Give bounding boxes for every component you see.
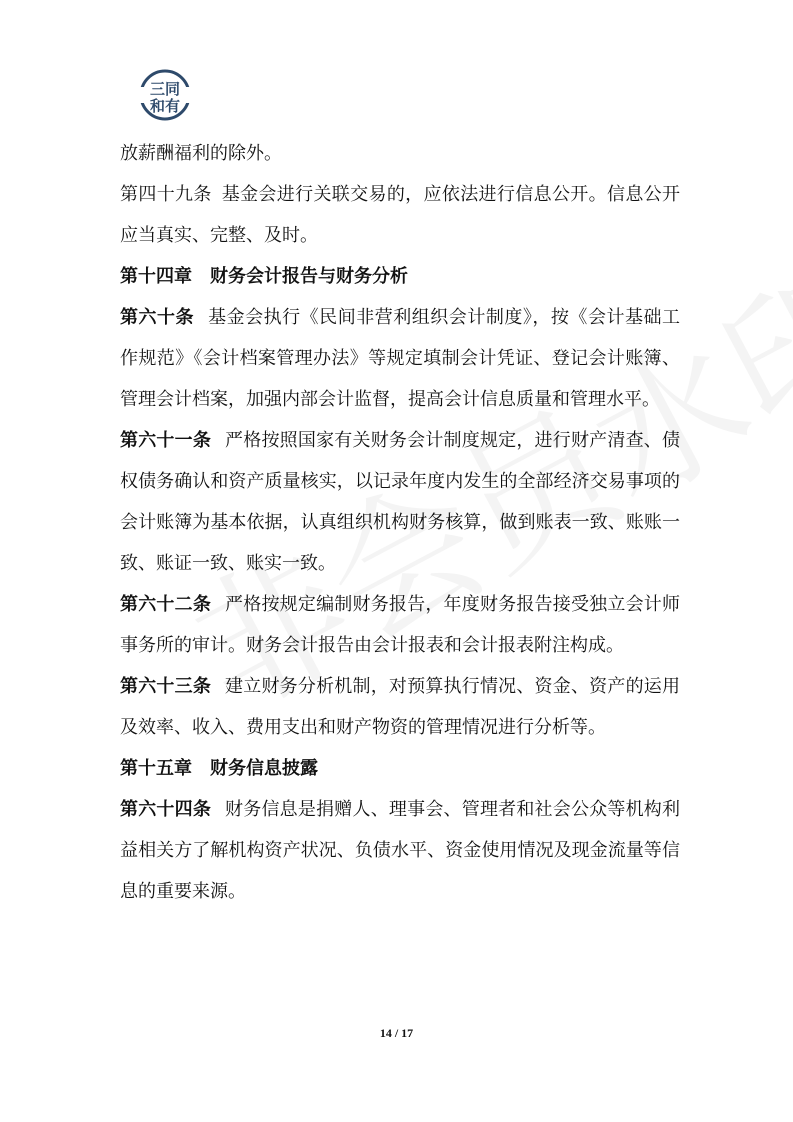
article-64 (120, 789, 680, 912)
article-61 (120, 420, 680, 584)
svg-text:和有: 和有 (149, 97, 181, 115)
article-49 (120, 174, 680, 256)
document-body (120, 133, 680, 912)
article-number: 第六十一条 (120, 430, 212, 451)
svg-text:三同: 三同 (149, 80, 181, 98)
page-number: 14 / 17 (379, 1026, 414, 1040)
logo-seal-icon (134, 69, 196, 121)
article-number: 第六十二条 (120, 594, 212, 615)
paragraph-continuation (120, 133, 680, 174)
article-text: 建立财务分析机制，对预算执行情况、资金、资产的运用及效率、收入、费用支出和财产物资的管理情况进行分析等。 (120, 676, 681, 738)
article-63 (120, 666, 680, 748)
paragraph-text: 放薪酬福利的除外。 (120, 143, 282, 164)
article-text: 严格按照国家有关财务会计制度规定，进行财产清查、债权债务确认和资产质量核实，以记录年度内发生的全部经济交易事项的会计账簿为基本依据，认真组织机构财务核算，做到账表一致、账账一致、账证一致、账实一致。 (120, 430, 681, 574)
article-text: 严格按规定编制财务报告，年度财务报告接受独立会计师事务所的审计。财务会计报告由会计报表和会计报表附注构成。 (120, 594, 681, 656)
article-text: 基金会执行《民间非营利组织会计制度》，按《会计基础工作规范》《会计档案管理办法》等规定填制会计凭证、登记会计账簿、管理会计档案，加强内部会计监督，提高会计信息质量和管理水平。 (120, 307, 681, 410)
chapter-heading-14: 第十四章 财务会计报告与财务分析 (120, 266, 408, 287)
article-text: 财务信息是捐赠人、理事会、管理者和社会公众等机构利益相关方了解机构资产状况、负债水平、资金使用情况及现金流量等信息的重要来源。 (120, 799, 681, 902)
article-number: 第六十四条 (120, 799, 212, 820)
article-text: 基金会进行关联交易的，应依法进行信息公开。信息公开应当真实、完整、及时。 (120, 184, 681, 246)
article-number: 第四十九条 (120, 184, 212, 205)
chapter-heading-15: 第十五章 财务信息披露 (120, 758, 318, 779)
article-62 (120, 584, 680, 666)
article-number: 第六十条 (120, 307, 195, 328)
article-60 (120, 297, 680, 420)
organization-logo (134, 69, 196, 121)
article-number: 第六十三条 (120, 676, 212, 697)
